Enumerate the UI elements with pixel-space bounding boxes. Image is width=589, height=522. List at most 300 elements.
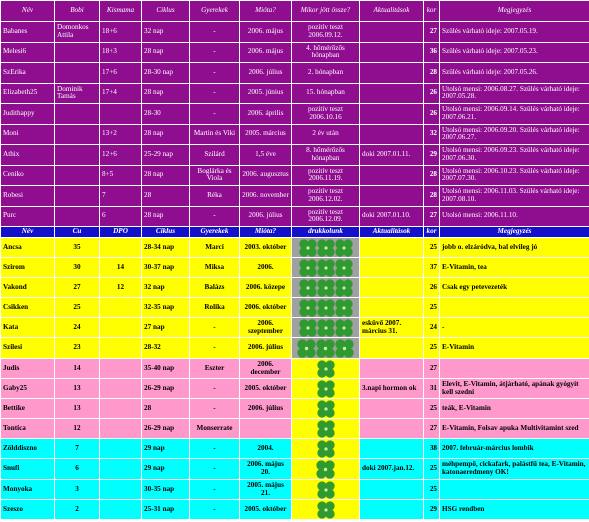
cell-megjegyzes: Utolsó mensi: 2006.10.23. Szülés várható ideje: 2007.07.30. — [440, 165, 589, 186]
four-leaf-clover-icon — [335, 299, 353, 317]
cell-megjegyzes: Csak egy petevezeték — [440, 278, 589, 298]
cell-dpo — [100, 238, 142, 258]
cell-aktualitasok — [360, 480, 424, 500]
four-leaf-clover-icon — [316, 339, 335, 358]
cell-kor: 28 — [424, 63, 440, 84]
cell-miota: 2005. május 21. — [240, 480, 292, 500]
cell-gyerekek: - — [190, 480, 240, 500]
cell-cu: 12 — [55, 419, 100, 439]
header-name: Név — [1, 227, 55, 238]
cell-kor: 29 — [424, 145, 440, 166]
cell-megjegyzes: Utolsó mensi: 2006.08.27. Szülés várható ideje: 2007.05.28. — [440, 83, 589, 104]
cell-gyerekek: - — [190, 318, 240, 338]
cell-bobi — [55, 124, 100, 145]
four-leaf-clover-icon — [335, 239, 353, 257]
cell-kismama: 13+2 — [100, 124, 142, 145]
cell-ciklus: 28 nap — [142, 42, 190, 63]
cell-cu: 35 — [55, 238, 100, 258]
cell-megjegyzes: teák, E-Vitamin — [440, 399, 589, 419]
four-leaf-clover-icon — [317, 440, 335, 458]
cell-dpo: 14 — [100, 258, 142, 278]
table-row — [1, 379, 589, 399]
cell-miota: 2006. július — [240, 338, 292, 359]
cell-megjegyzes — [440, 298, 589, 318]
cell-miota: 2004. — [240, 439, 292, 459]
header-aktualitasok: Aktualitások — [360, 1, 424, 22]
cell-mikor: 2 év után — [292, 124, 360, 145]
cell-ciklus: 28-30 nap — [142, 63, 190, 84]
cell-dpo — [100, 399, 142, 419]
cell-megjegyzes: E-Vitamin — [440, 338, 589, 359]
cell-aktualitasok: 3.napi hormon ok — [360, 379, 424, 399]
four-leaf-clover-icon — [335, 259, 353, 277]
four-leaf-clover-icon — [317, 501, 335, 519]
cell-gyerekek: - — [190, 379, 240, 399]
cell-kor: 36 — [424, 42, 440, 63]
cell-ciklus: 26-29 nap — [142, 379, 190, 399]
cell-dpo — [100, 500, 142, 520]
cell-ciklus: 29 nap — [142, 439, 190, 459]
cell-miota: 2006. július — [240, 63, 292, 84]
cell-name: Csikken — [1, 298, 55, 318]
cell-kismama: 18+6 — [100, 22, 142, 43]
cell-drukkolunk — [292, 419, 360, 439]
header-row-1 — [1, 1, 589, 22]
cell-miota: 2006. május — [240, 22, 292, 43]
four-leaf-clover-icon — [335, 279, 353, 297]
table-row — [1, 238, 589, 258]
cell-cu: 25 — [55, 298, 100, 318]
cell-gyerekek: - — [190, 338, 240, 359]
cell-gyerekek: Miksa — [190, 258, 240, 278]
cell-kor: 38 — [424, 439, 440, 459]
cell-megjegyzes: Utolsó mensi: 2006.11.10. — [440, 206, 589, 227]
cell-kismama: 17+6 — [100, 63, 142, 84]
header-name: Név — [1, 1, 55, 22]
cell-gyerekek: - — [190, 500, 240, 520]
cell-drukkolunk — [292, 359, 360, 379]
header-kismama: Kismama — [100, 1, 142, 22]
cell-kor: 28 — [424, 165, 440, 186]
cell-aktualitasok — [360, 278, 424, 298]
header-megjegyzes: Megjegyzés — [440, 1, 589, 22]
cell-kismama: 12+6 — [100, 145, 142, 166]
cell-cu: 13 — [55, 379, 100, 399]
cell-name: Snufi — [1, 459, 55, 480]
table-row — [1, 258, 589, 278]
cell-aktualitasok — [360, 22, 424, 43]
cell-miota: 2006. november — [240, 186, 292, 207]
four-leaf-clover-icon — [317, 380, 335, 398]
cell-miota: 2005. október — [240, 379, 292, 399]
cell-megjegyzes — [440, 480, 589, 500]
table-row — [1, 419, 589, 439]
cell-dpo — [100, 318, 142, 338]
cell-kor: 26 — [424, 83, 440, 104]
cell-gyerekek: - — [190, 63, 240, 84]
cell-ciklus: 27 nap — [142, 318, 190, 338]
cell-bobi — [55, 104, 100, 125]
cell-aktualitasok: doki 2007.01.10. — [360, 206, 424, 227]
cell-aktualitasok — [360, 359, 424, 379]
cell-aktualitasok — [360, 42, 424, 63]
cell-ciklus: 30-37 nap — [142, 258, 190, 278]
cell-ciklus: 26-29 nap — [142, 419, 190, 439]
cell-ciklus: 25-29 nap — [142, 145, 190, 166]
cell-kor: 27 — [424, 419, 440, 439]
cell-megjegyzes: HSG rendben — [440, 500, 589, 520]
cell-drukkolunk — [292, 338, 360, 359]
cell-miota: 2006. közepe — [240, 278, 292, 298]
cell-name: Bettike — [1, 399, 55, 419]
cell-kismama: 18+3 — [100, 42, 142, 63]
cell-miota: 2006. szeptember — [240, 318, 292, 338]
cell-mikor: pozitív teszt 2006.12.09. — [292, 206, 360, 227]
cell-name: Robesi — [1, 186, 55, 207]
cell-aktualitasok: esküvő 2007. március 31. — [360, 318, 424, 338]
cell-mikor: 8. hőmérőzős hónapban — [292, 145, 360, 166]
cell-miota: 2006. május — [240, 42, 292, 63]
cell-aktualitasok — [360, 238, 424, 258]
cell-gyerekek: Martin és Viki — [190, 124, 240, 145]
table-row — [1, 359, 589, 379]
cell-miota: 2006. július — [240, 206, 292, 227]
cell-bobi — [55, 186, 100, 207]
cell-dpo — [100, 338, 142, 359]
cell-dpo — [100, 298, 142, 318]
cell-megjegyzes: jobb o. elzáródva, bal elvileg jó — [440, 238, 589, 258]
cell-name: Melesi6 — [1, 42, 55, 63]
cell-drukkolunk — [292, 258, 360, 278]
cell-name: Kata — [1, 318, 55, 338]
cell-dpo — [100, 359, 142, 379]
cell-aktualitasok — [360, 104, 424, 125]
cell-aktualitasok — [360, 439, 424, 459]
cell-cu: 30 — [55, 258, 100, 278]
cell-kor: 25 — [424, 238, 440, 258]
cell-ciklus: 28-30 — [142, 104, 190, 125]
four-leaf-clover-icon — [317, 481, 335, 499]
four-leaf-clover-icon — [297, 339, 316, 358]
cell-bobi: Dominik Tamás — [55, 83, 100, 104]
cell-drukkolunk — [292, 480, 360, 500]
header-miota: Mióta? — [240, 227, 292, 238]
cell-gyerekek: Boglárka és Viola — [190, 165, 240, 186]
cell-gyerekek: Balázs — [190, 278, 240, 298]
cell-miota: 2005. június — [240, 83, 292, 104]
cell-megjegyzes: méhpempő, cickafark, palástfű tea, E-Vitamin, katonaeredmeny OK! — [440, 459, 589, 480]
header-miota: Mióta? — [240, 1, 292, 22]
four-leaf-clover-icon — [317, 420, 335, 438]
cell-name: Elizabeth25 — [1, 83, 55, 104]
cell-gyerekek: - — [190, 399, 240, 419]
cell-kor: 25 — [424, 298, 440, 318]
cell-cu: 13 — [55, 399, 100, 419]
table-row — [1, 480, 589, 500]
cell-dpo — [100, 480, 142, 500]
table-row — [1, 83, 589, 104]
table-row — [1, 124, 589, 145]
cell-name: Babanes — [1, 22, 55, 43]
cell-name: Judis — [1, 359, 55, 379]
cell-dpo: 12 — [100, 278, 142, 298]
header-kor: kor — [424, 227, 440, 238]
cell-megjegyzes: Szülés várható ideje: 2007.05.26. — [440, 63, 589, 84]
table-row — [1, 500, 589, 520]
header-ciklus: Ciklus — [142, 1, 190, 22]
four-leaf-clover-icon — [299, 299, 317, 317]
cell-mikor: 15. hónapban — [292, 83, 360, 104]
cell-name: Purc — [1, 206, 55, 227]
four-leaf-clover-icon — [317, 299, 335, 317]
table-row — [1, 22, 589, 43]
cell-megjegyzes: 2007. február-március lombik — [440, 439, 589, 459]
cell-gyerekek: - — [190, 439, 240, 459]
four-leaf-clover-icon — [299, 319, 317, 337]
cell-name: Vakond — [1, 278, 55, 298]
cell-kor: 37 — [424, 258, 440, 278]
four-leaf-clover-icon — [299, 279, 317, 297]
cell-drukkolunk — [292, 399, 360, 419]
cell-ciklus: 25-31 nap — [142, 500, 190, 520]
cell-mikor: 2. hónapban — [292, 63, 360, 84]
cell-ciklus: 28-34 nap — [142, 238, 190, 258]
cell-megjegyzes: Szülés várható ideje: 2007.05.19. — [440, 22, 589, 43]
header-kor: kor — [424, 1, 440, 22]
cell-ciklus: 29 nap — [142, 459, 190, 480]
cell-aktualitasok — [360, 419, 424, 439]
cell-kor: 25 — [424, 338, 440, 359]
cell-gyerekek: - — [190, 459, 240, 480]
table-row — [1, 338, 589, 359]
four-leaf-clover-icon — [317, 259, 335, 277]
cell-name: Ceniko — [1, 165, 55, 186]
cell-miota — [240, 419, 292, 439]
cell-kismama: 7 — [100, 186, 142, 207]
table-row — [1, 186, 589, 207]
cell-bobi — [55, 42, 100, 63]
cell-gyerekek: Monserrate — [190, 419, 240, 439]
cell-cu: 27 — [55, 278, 100, 298]
cell-kor: 26 — [424, 104, 440, 125]
cell-kor: 29 — [424, 500, 440, 520]
cell-megjegyzes: Utolsó mensi: 2006.09.23. Szülés várható ideje: 2007.06.30. — [440, 145, 589, 166]
cell-name: Judithappy — [1, 104, 55, 125]
cell-name: Zölddiszno — [1, 439, 55, 459]
cell-ciklus: 32 nap — [142, 278, 190, 298]
cell-aktualitasok — [360, 165, 424, 186]
table-row — [1, 104, 589, 125]
cell-ciklus: 28 nap — [142, 206, 190, 227]
cell-drukkolunk — [292, 439, 360, 459]
cell-miota: 1,5 éve — [240, 145, 292, 166]
table-row — [1, 278, 589, 298]
cell-miota: 2006. október — [240, 298, 292, 318]
header-dpo: DPO — [100, 227, 142, 238]
cell-megjegyzes: Utolsó mensi: 2006.11.03. Szülés várható ideje: 2007.08.10. — [440, 186, 589, 207]
cell-kismama: 17+4 — [100, 83, 142, 104]
header-megjegyzes: Megjegyzés — [440, 227, 589, 238]
cell-name: Szilesi — [1, 338, 55, 359]
cell-aktualitasok — [360, 186, 424, 207]
table-row — [1, 145, 589, 166]
cell-megjegyzes — [440, 359, 589, 379]
table-row — [1, 165, 589, 186]
cell-gyerekek: Marci — [190, 238, 240, 258]
cell-ciklus: 35-40 nap — [142, 359, 190, 379]
cell-aktualitasok — [360, 124, 424, 145]
cell-kor: 25 — [424, 480, 440, 500]
cell-aktualitasok — [360, 63, 424, 84]
cell-kor: 27 — [424, 359, 440, 379]
cell-drukkolunk — [292, 238, 360, 258]
cell-gyerekek: - — [190, 22, 240, 43]
four-leaf-clover-icon — [317, 319, 335, 337]
cell-mikor: 4. hőmérőzős hónapban — [292, 42, 360, 63]
cell-drukkolunk — [292, 278, 360, 298]
cell-name: SzErika — [1, 63, 55, 84]
cell-name: Gaby25 — [1, 379, 55, 399]
cell-gyerekek: - — [190, 42, 240, 63]
cell-miota: 2005. október — [240, 500, 292, 520]
table-row — [1, 399, 589, 419]
cell-gyerekek: Rolika — [190, 298, 240, 318]
header-bobi: Bobi — [55, 1, 100, 22]
cell-kor: 24 — [424, 318, 440, 338]
four-leaf-clover-icon — [299, 259, 317, 277]
cell-aktualitasok — [360, 500, 424, 520]
cell-megjegyzes: E-Vitamin, tea — [440, 258, 589, 278]
cell-kor: 25 — [424, 399, 440, 419]
cell-bobi — [55, 206, 100, 227]
cell-cu: 2 — [55, 500, 100, 520]
table-row — [1, 318, 589, 338]
cell-megjegyzes: E-Vitamin, Folsav apuka Multivitamint szed — [440, 419, 589, 439]
cell-dpo — [100, 419, 142, 439]
cell-name: Ancsa — [1, 238, 55, 258]
cell-ciklus: 28 nap — [142, 165, 190, 186]
cell-ciklus: 32-35 nap — [142, 298, 190, 318]
cell-ciklus: 28 nap — [142, 83, 190, 104]
cell-aktualitasok — [360, 399, 424, 419]
four-leaf-clover-icon — [317, 279, 335, 297]
header-mikor: Mikor jött össze? — [292, 1, 360, 22]
cell-megjegyzes: - — [440, 318, 589, 338]
cell-ciklus: 28 nap — [142, 124, 190, 145]
cell-drukkolunk — [292, 318, 360, 338]
cell-megjegyzes: Szülés várható ideje: 2007.05.23. — [440, 42, 589, 63]
cell-kor: 31 — [424, 379, 440, 399]
cell-name: Athix — [1, 145, 55, 166]
cell-dpo — [100, 379, 142, 399]
cell-bobi: Domonkos Attila — [55, 22, 100, 43]
cell-kor: 28 — [424, 186, 440, 207]
cell-gyerekek: - — [190, 104, 240, 125]
cell-kor: 27 — [424, 22, 440, 43]
header-row-2 — [1, 227, 589, 238]
cell-ciklus: 28-32 — [142, 338, 190, 359]
cell-miota: 2003. október — [240, 238, 292, 258]
header-ciklus: Ciklus — [142, 227, 190, 238]
cell-miota: 2005. március — [240, 124, 292, 145]
cell-gyerekek: Szilárd — [190, 145, 240, 166]
cell-mikor: pozitív teszt 2006.10.16 — [292, 104, 360, 125]
cell-dpo — [100, 459, 142, 480]
cell-megjegyzes: Utolsó mensi: 2006.09.14. Szülés várható ideje: 2007.06.21. — [440, 104, 589, 125]
cell-miota: 2006. — [240, 258, 292, 278]
cell-miota: 2006. december — [240, 359, 292, 379]
cell-aktualitasok — [360, 298, 424, 318]
cell-gyerekek: - — [190, 83, 240, 104]
cell-kismama: 8+5 — [100, 165, 142, 186]
cell-cu: 7 — [55, 439, 100, 459]
cell-name: Szeszo — [1, 500, 55, 520]
cell-ciklus: 28 — [142, 399, 190, 419]
table-row — [1, 42, 589, 63]
table-row — [1, 298, 589, 318]
table-row — [1, 439, 589, 459]
four-leaf-clover-icon — [335, 319, 353, 337]
cell-cu: 23 — [55, 338, 100, 359]
cell-drukkolunk — [292, 500, 360, 520]
cell-mikor: pozitív teszt 2006.11.19. — [292, 165, 360, 186]
cell-drukkolunk — [292, 298, 360, 318]
cell-ciklus: 28 — [142, 186, 190, 207]
cell-gyerekek: Réka — [190, 186, 240, 207]
table-row — [1, 206, 589, 227]
cell-kor: 25 — [424, 459, 440, 480]
cell-megjegyzes: Elevit, E-Vitamin, átjárható, apának gyógyít kell szedni — [440, 379, 589, 399]
cell-drukkolunk — [292, 459, 360, 480]
header-gyerekek: Gyerekek — [190, 1, 240, 22]
table-row — [1, 63, 589, 84]
cell-bobi — [55, 63, 100, 84]
cell-gyerekek: Eszter — [190, 359, 240, 379]
four-leaf-clover-icon — [299, 239, 317, 257]
cell-aktualitasok — [360, 258, 424, 278]
cell-dpo — [100, 439, 142, 459]
cell-ciklus: 32 nap — [142, 22, 190, 43]
cell-aktualitasok — [360, 83, 424, 104]
cell-name: Moni — [1, 124, 55, 145]
cell-kismama — [100, 104, 142, 125]
four-leaf-clover-icon — [317, 360, 335, 378]
four-leaf-clover-icon — [335, 339, 354, 358]
cell-miota: 2006. július — [240, 399, 292, 419]
four-leaf-clover-icon — [316, 460, 335, 479]
header-cu: Cu — [55, 227, 100, 238]
cell-cu: 24 — [55, 318, 100, 338]
cell-bobi — [55, 145, 100, 166]
table-row — [1, 459, 589, 480]
cell-name: Szirom — [1, 258, 55, 278]
cell-cu: 3 — [55, 480, 100, 500]
cell-mikor: pozitív teszt 2006.09.12. — [292, 22, 360, 43]
cell-kor: 32 — [424, 124, 440, 145]
cell-ciklus: 30-35 nap — [142, 480, 190, 500]
cell-bobi — [55, 165, 100, 186]
header-aktualitasok: Aktualitások — [360, 227, 424, 238]
cell-aktualitasok: doki 2007.jan.12. — [360, 459, 424, 480]
cell-gyerekek: - — [190, 206, 240, 227]
cell-megjegyzes: Utolsó mensi: 2006.09.20. Szülés várható ideje: 2007.06.27. — [440, 124, 589, 145]
cell-kor: 26 — [424, 278, 440, 298]
cell-cu: 6 — [55, 459, 100, 480]
header-gyerekek: Gyerekek — [190, 227, 240, 238]
cell-kismama: 6 — [100, 206, 142, 227]
cell-name: Monyoka — [1, 480, 55, 500]
cell-miota: 2006. augusztus — [240, 165, 292, 186]
